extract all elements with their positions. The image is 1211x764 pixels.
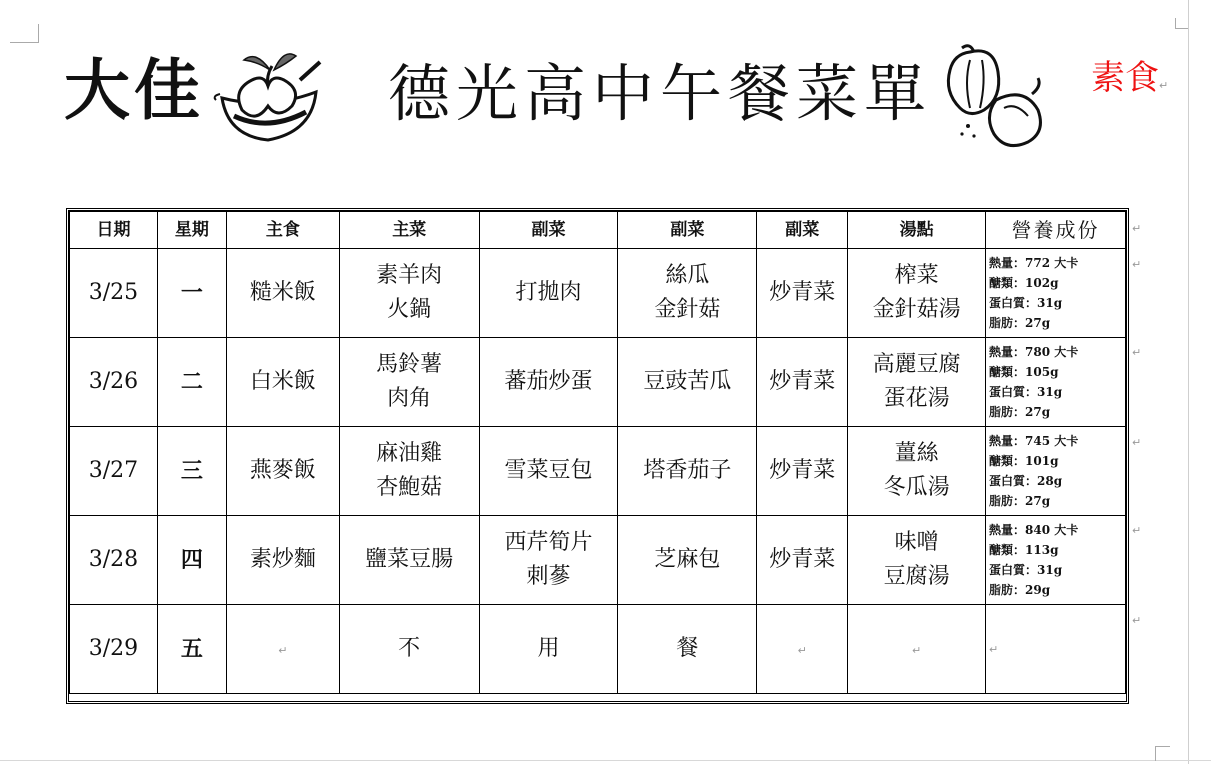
paragraph-mark: ↵: [989, 642, 999, 656]
main-dish-line: 杏鮑菇: [376, 475, 443, 500]
soup-line: 金針菇湯: [872, 297, 961, 322]
nutrition-cell: [986, 516, 1126, 605]
calories-value: 熱量：745 大卡: [989, 434, 1079, 448]
row-end-mark: ↵: [1132, 258, 1142, 271]
side-dish-line: 豆豉苦瓜: [643, 369, 732, 394]
side-dish-1-cell: [479, 249, 618, 338]
main-dish-cell: [339, 249, 479, 338]
staple-cell: 白米飯: [226, 338, 339, 427]
crop-mark-bottom-right: [1155, 746, 1170, 761]
title-text: 德光高中午餐菜單: [388, 57, 933, 130]
protein-value: 蛋白質：31g: [989, 563, 1063, 577]
soup-line: 冬瓜湯: [883, 475, 950, 500]
soup-line: 高麗豆腐: [872, 352, 961, 377]
weekday-cell: 五: [157, 605, 226, 694]
protein-value: 蛋白質：28g: [989, 474, 1063, 488]
crop-mark-top-left: [10, 24, 39, 43]
side-dish-3-cell: 炒青菜: [757, 249, 848, 338]
carbs-value: 醣類：105g: [989, 365, 1059, 379]
header-nutrition: 營養成份: [986, 212, 1126, 249]
soup-cell: [848, 427, 986, 516]
header-side-dish-1: 副菜: [479, 212, 618, 249]
nutrition-cell: [986, 427, 1126, 516]
pepper-pumpkin-icon: [940, 38, 1050, 152]
menu-table-frame: [66, 208, 1129, 704]
side-dish-line: 西芹筍片: [504, 530, 593, 555]
main-dish-cell: 不: [339, 605, 479, 694]
nutrition-cell: [986, 605, 1126, 694]
date-cell: 3/28: [70, 516, 158, 605]
main-dish-line: 麻油雞: [376, 441, 443, 466]
weekday-cell: 四: [157, 516, 226, 605]
calories-value: 熱量：780 大卡: [989, 345, 1079, 359]
calories-value: 熱量：772 大卡: [989, 256, 1079, 270]
page-right-edge: [1188, 0, 1189, 764]
paragraph-mark: ↵: [912, 643, 922, 657]
carbs-value: 醣類：101g: [989, 454, 1059, 468]
side-dish-1-cell: [479, 516, 618, 605]
nutrition-cell: [986, 338, 1126, 427]
soup-line: 蛋花湯: [883, 386, 950, 411]
main-dish-cell: [339, 516, 479, 605]
side-dish-line: 金針菇: [654, 297, 721, 322]
side-dish-line: 塔香茄子: [643, 458, 732, 483]
row-end-mark: ↵: [1132, 614, 1142, 627]
vegetarian-tag-text: 素食: [1091, 58, 1159, 98]
date-cell: 3/27: [70, 427, 158, 516]
header-side-dish-2: 副菜: [618, 212, 757, 249]
header-main-dish: 主菜: [339, 212, 479, 249]
brand-name: 大佳: [64, 51, 204, 129]
carbs-value: 醣類：102g: [989, 276, 1059, 290]
side-dish-line: 蕃茄炒蛋: [504, 369, 593, 394]
fat-value: 脂肪：27g: [989, 405, 1051, 419]
protein-value: 蛋白質：31g: [989, 385, 1063, 399]
header-soup: 湯點: [848, 212, 986, 249]
staple-cell: [226, 605, 339, 694]
side-dish-line: 打拋肉: [515, 280, 582, 305]
protein-value: 蛋白質：31g: [989, 296, 1063, 310]
side-dish-2-cell: [618, 427, 757, 516]
nutrition-cell: [986, 249, 1126, 338]
table-row: [70, 605, 1126, 694]
vegetarian-tag: [1091, 58, 1168, 106]
soup-cell: [848, 605, 986, 694]
soup-line: 豆腐湯: [883, 564, 950, 589]
carbs-value: 醣類：113g: [989, 543, 1059, 557]
side-dish-2-cell: [618, 249, 757, 338]
table-row: [70, 249, 1126, 338]
page-title: [388, 54, 932, 135]
weekday-cell: 一: [157, 249, 226, 338]
crop-mark-top-right: [1175, 18, 1188, 29]
side-dish-2-cell: [618, 516, 757, 605]
side-dish-3-cell: 炒青菜: [757, 338, 848, 427]
paragraph-mark: ↵: [797, 643, 807, 657]
main-dish-cell: [339, 427, 479, 516]
soup-cell: [848, 338, 986, 427]
fat-value: 脂肪：27g: [989, 494, 1051, 508]
row-end-mark: ↵: [1132, 346, 1142, 359]
header-staple: 主食: [226, 212, 339, 249]
row-end-mark: ↵: [1132, 222, 1142, 235]
date-cell: 3/29: [70, 605, 158, 694]
side-dish-1-cell: [479, 338, 618, 427]
side-dish-line: 刺蔘: [526, 564, 571, 589]
date-cell: 3/25: [70, 249, 158, 338]
fat-value: 脂肪：27g: [989, 316, 1051, 330]
side-dish-line: 雪菜豆包: [504, 458, 593, 483]
table-header-row: [70, 212, 1126, 249]
soup-line: 榨菜: [894, 263, 939, 288]
row-end-mark: ↵: [1132, 436, 1142, 449]
main-dish-cell: [339, 338, 479, 427]
side-dish-1-cell: 用: [479, 605, 618, 694]
date-cell: 3/26: [70, 338, 158, 427]
weekday-cell: 三: [157, 427, 226, 516]
weekday-cell: 二: [157, 338, 226, 427]
side-dish-3-cell: 炒青菜: [757, 427, 848, 516]
soup-line: 薑絲: [894, 441, 939, 466]
paragraph-mark: ↵: [278, 643, 288, 657]
page-bottom-edge: [0, 760, 1211, 761]
fat-value: 脂肪：29g: [989, 583, 1051, 597]
table-row: [70, 516, 1126, 605]
soup-line: 味噌: [894, 530, 939, 555]
main-dish-line: 馬鈴薯: [376, 352, 443, 377]
soup-cell: [848, 516, 986, 605]
main-dish-line: 鹽菜豆腸: [365, 547, 454, 572]
side-dish-line: 絲瓜: [665, 263, 710, 288]
menu-table: [69, 211, 1126, 694]
side-dish-1-cell: [479, 427, 618, 516]
side-dish-3-cell: [757, 605, 848, 694]
table-row: [70, 427, 1126, 516]
header-date: 日期: [70, 212, 158, 249]
side-dish-line: 芝麻包: [654, 547, 721, 572]
staple-cell: 糙米飯: [226, 249, 339, 338]
main-dish-line: 火鍋: [387, 297, 432, 322]
bowl-leaf-logo-icon: [212, 40, 324, 148]
staple-cell: 素炒麵: [226, 516, 339, 605]
header-weekday: 星期: [157, 212, 226, 249]
side-dish-2-cell: 餐: [618, 605, 757, 694]
row-end-mark: ↵: [1132, 524, 1142, 537]
main-dish-line: 肉角: [387, 386, 432, 411]
side-dish-3-cell: 炒青菜: [757, 516, 848, 605]
paragraph-mark: ↵: [1159, 79, 1169, 92]
table-row: [70, 338, 1126, 427]
main-dish-line: 素羊肉: [376, 263, 443, 288]
side-dish-2-cell: [618, 338, 757, 427]
header-side-dish-3: 副菜: [757, 212, 848, 249]
soup-cell: [848, 249, 986, 338]
calories-value: 熱量：840 大卡: [989, 523, 1079, 537]
staple-cell: 燕麥飯: [226, 427, 339, 516]
